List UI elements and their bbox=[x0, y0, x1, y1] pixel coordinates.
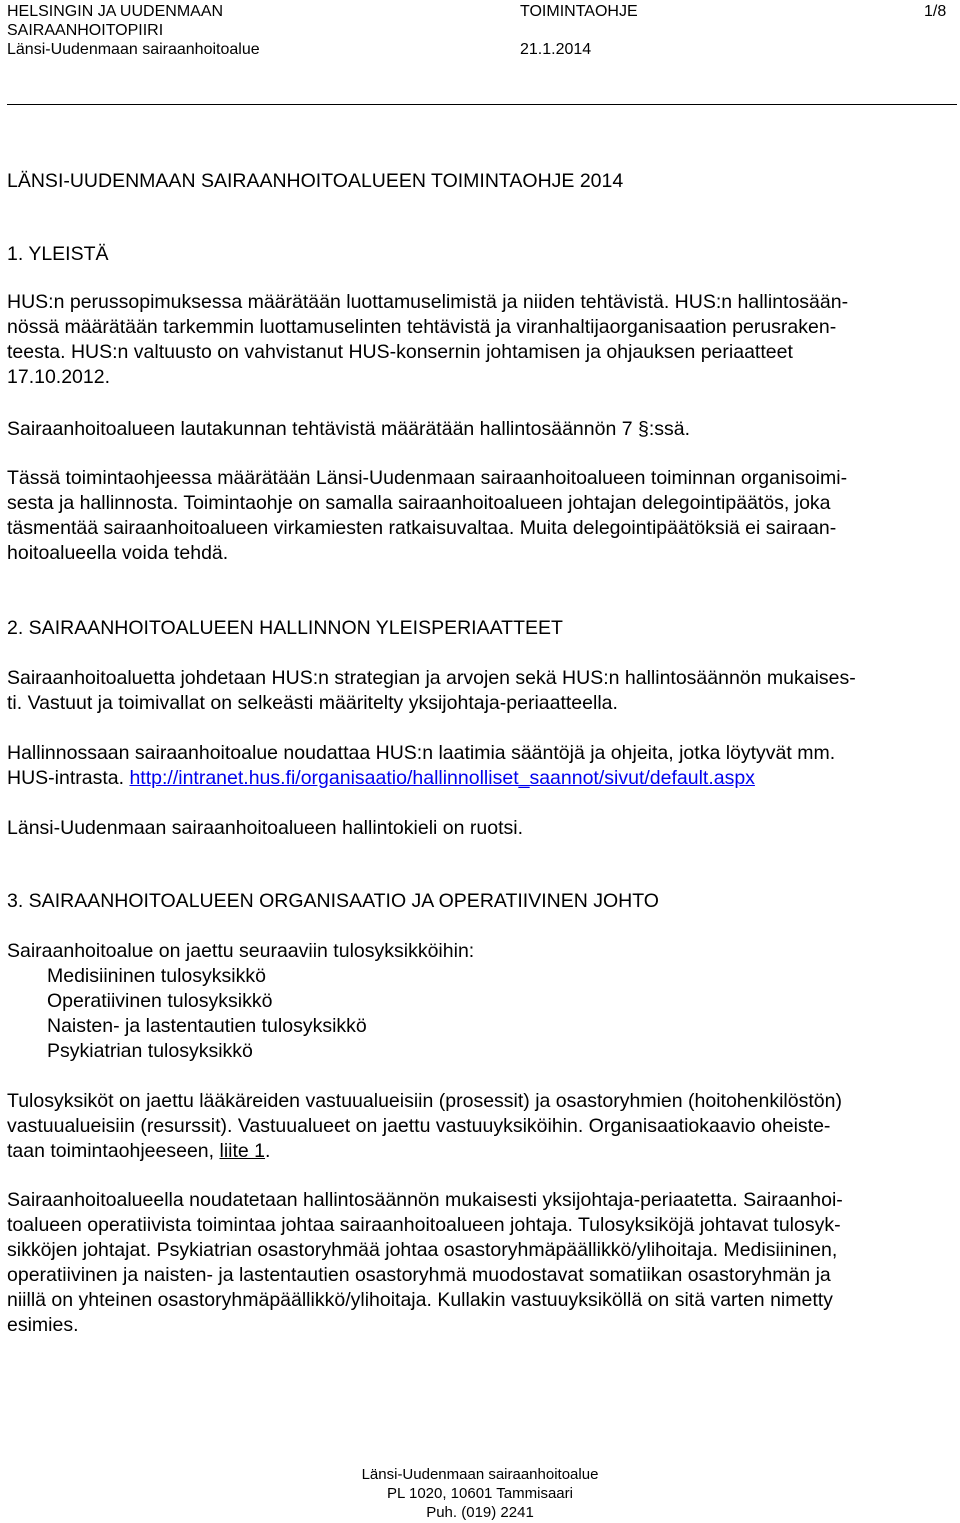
footer-unit: Länsi-Uudenmaan sairaanhoitoalue bbox=[361, 1466, 599, 1483]
list-item: Medisiininen tulosyksikkö bbox=[47, 965, 266, 987]
appendix-suffix: . bbox=[265, 1140, 271, 1162]
section-3-paragraph-2: Tulosyksiköt on jaettu lääkäreiden vastuualueisiin (prosessit) ja osastoryhmien (hoitohenkilöstön) vastuualueisiin (resurssit). Vastuualueet on jaettu vastuuyksiköihin. Organisaatiokaavio oheiste- taan toimintaohjeeseen, liite 1. bbox=[7, 1090, 842, 1162]
section-3-intro: Sairaanhoitoalue on jaettu seuraaviin tulosyksikköihin: bbox=[7, 940, 475, 962]
appendix-link[interactable]: liite 1 bbox=[219, 1140, 266, 1162]
unit-list bbox=[7, 964, 953, 1064]
section-2-paragraph-2: Hallinnossaan sairaanhoitoalue noudattaa HUS:n laatimia sääntöjä ja ohjeita, jotka löytyvät mm. HUS-intrasta. http://intranet.hus.fi/organisaatio/hallinnolliset_saannot/sivut/default.aspx bbox=[7, 742, 836, 789]
list-item: Naisten- ja lastentautien tulosyksikkö bbox=[47, 1015, 367, 1037]
intranet-link[interactable]: http://intranet.hus.fi/organisaatio/hallinnolliset_saannot/sivut/default.aspx bbox=[129, 767, 755, 789]
footer-phone: Puh. (019) 2241 bbox=[426, 1504, 534, 1521]
footer-address: PL 1020, 10601 Tammisaari bbox=[387, 1485, 573, 1502]
header-doc-type: TOIMINTAOHJE bbox=[520, 3, 638, 20]
section-2-paragraph-3: Länsi-Uudenmaan sairaanhoitoalueen hallintokieli on ruotsi. bbox=[7, 817, 523, 839]
appendix-prefix: taan toimintaohjeeseen, bbox=[7, 1140, 215, 1162]
list-item: Psykiatrian tulosyksikkö bbox=[47, 1040, 253, 1062]
section-1-paragraph-3: Tässä toimintaohjeessa määrätään Länsi-Uudenmaan sairaanhoitoalueen toiminnan organisoimi- sesta ja hallinnosta. Toimintaohje on samalla sairaanhoitoalueen johtajan delegointipäätös, joka täsmentää sairaanhoitoalueen virkamiesten ratkaisuvaltaa. Muita delegointipäätöksiä ei sairaan- hoitoalueella voida tehdä. bbox=[7, 467, 848, 564]
header-org-unit: Länsi-Uudenmaan sairaanhoitoalue bbox=[7, 41, 260, 58]
section-2-heading: 2. SAIRAANHOITOALUEEN HALLINNON YLEISPERIAATTEET bbox=[7, 617, 563, 639]
intranet-prefix: HUS-intrasta. bbox=[7, 767, 125, 789]
header-page-number: 1/8 bbox=[924, 3, 947, 20]
header-org-name-1: HELSINGIN JA UUDENMAAN bbox=[7, 3, 224, 20]
section-2-paragraph-1: Sairaanhoitoaluetta johdetaan HUS:n strategian ja arvojen sekä HUS:n hallintosäännön mukaises- ti. Vastuut ja toimivallat on selkeästi määritelty yksijohtaja-periaatteella. bbox=[7, 667, 856, 714]
section-1-paragraph-2: Sairaanhoitoalueen lautakunnan tehtävistä määrätään hallintosäännön 7 §:ssä. bbox=[7, 418, 690, 440]
header-divider bbox=[7, 104, 957, 105]
section-3-paragraph-3: Sairaanhoitoalueella noudatetaan hallintosäännön mukaisesti yksijohtaja-periaatetta. Sairaanhoi- toalueen operatiivista toimintaa johtaa sairaanhoitoalueen johtaja. Tulosyksiköjä johtavat tulosyk- sikköjen johtajat. Psykiatrian osastoryhmää johtaa osastoryhmäpäällikkö/ylihoitaja. Medisiininen, operatiivinen ja naisten- ja lastentautien osastoryhmä muodostavat somatiikan osastoryhmän ja niillä on yhteinen osastoryhmäpäällikkö/ylihoitaja. Kullakin vastuuyksiköllä on sitä varten nimetty esimies. bbox=[7, 1189, 843, 1336]
section-1-paragraph-1: HUS:n perussopimuksessa määrätään luottamuselimistä ja niiden tehtävistä. HUS:n hallintosään- nössä määrätään tarkemmin luottamuselinten tehtävistä ja viranhaltijaorganisaation perusraken- teesta. HUS:n valtuusto on vahvistanut HUS-konsernin johtamisen ja ohjauksen periaatteet 17.10.2012. bbox=[7, 291, 849, 388]
list-item: Operatiivinen tulosyksikkö bbox=[47, 990, 273, 1012]
header-date: 21.1.2014 bbox=[520, 41, 592, 58]
header-org-name-2: SAIRAANHOITOPIIRI bbox=[7, 22, 164, 39]
section-3-heading: 3. SAIRAANHOITOALUEEN ORGANISAATIO JA OPERATIIVINEN JOHTO bbox=[7, 890, 659, 912]
document-title: LÄNSI-UUDENMAAN SAIRAANHOITOALUEEN TOIMINTAOHJE 2014 bbox=[7, 170, 624, 192]
section-1-heading: 1. YLEISTÄ bbox=[7, 243, 109, 265]
